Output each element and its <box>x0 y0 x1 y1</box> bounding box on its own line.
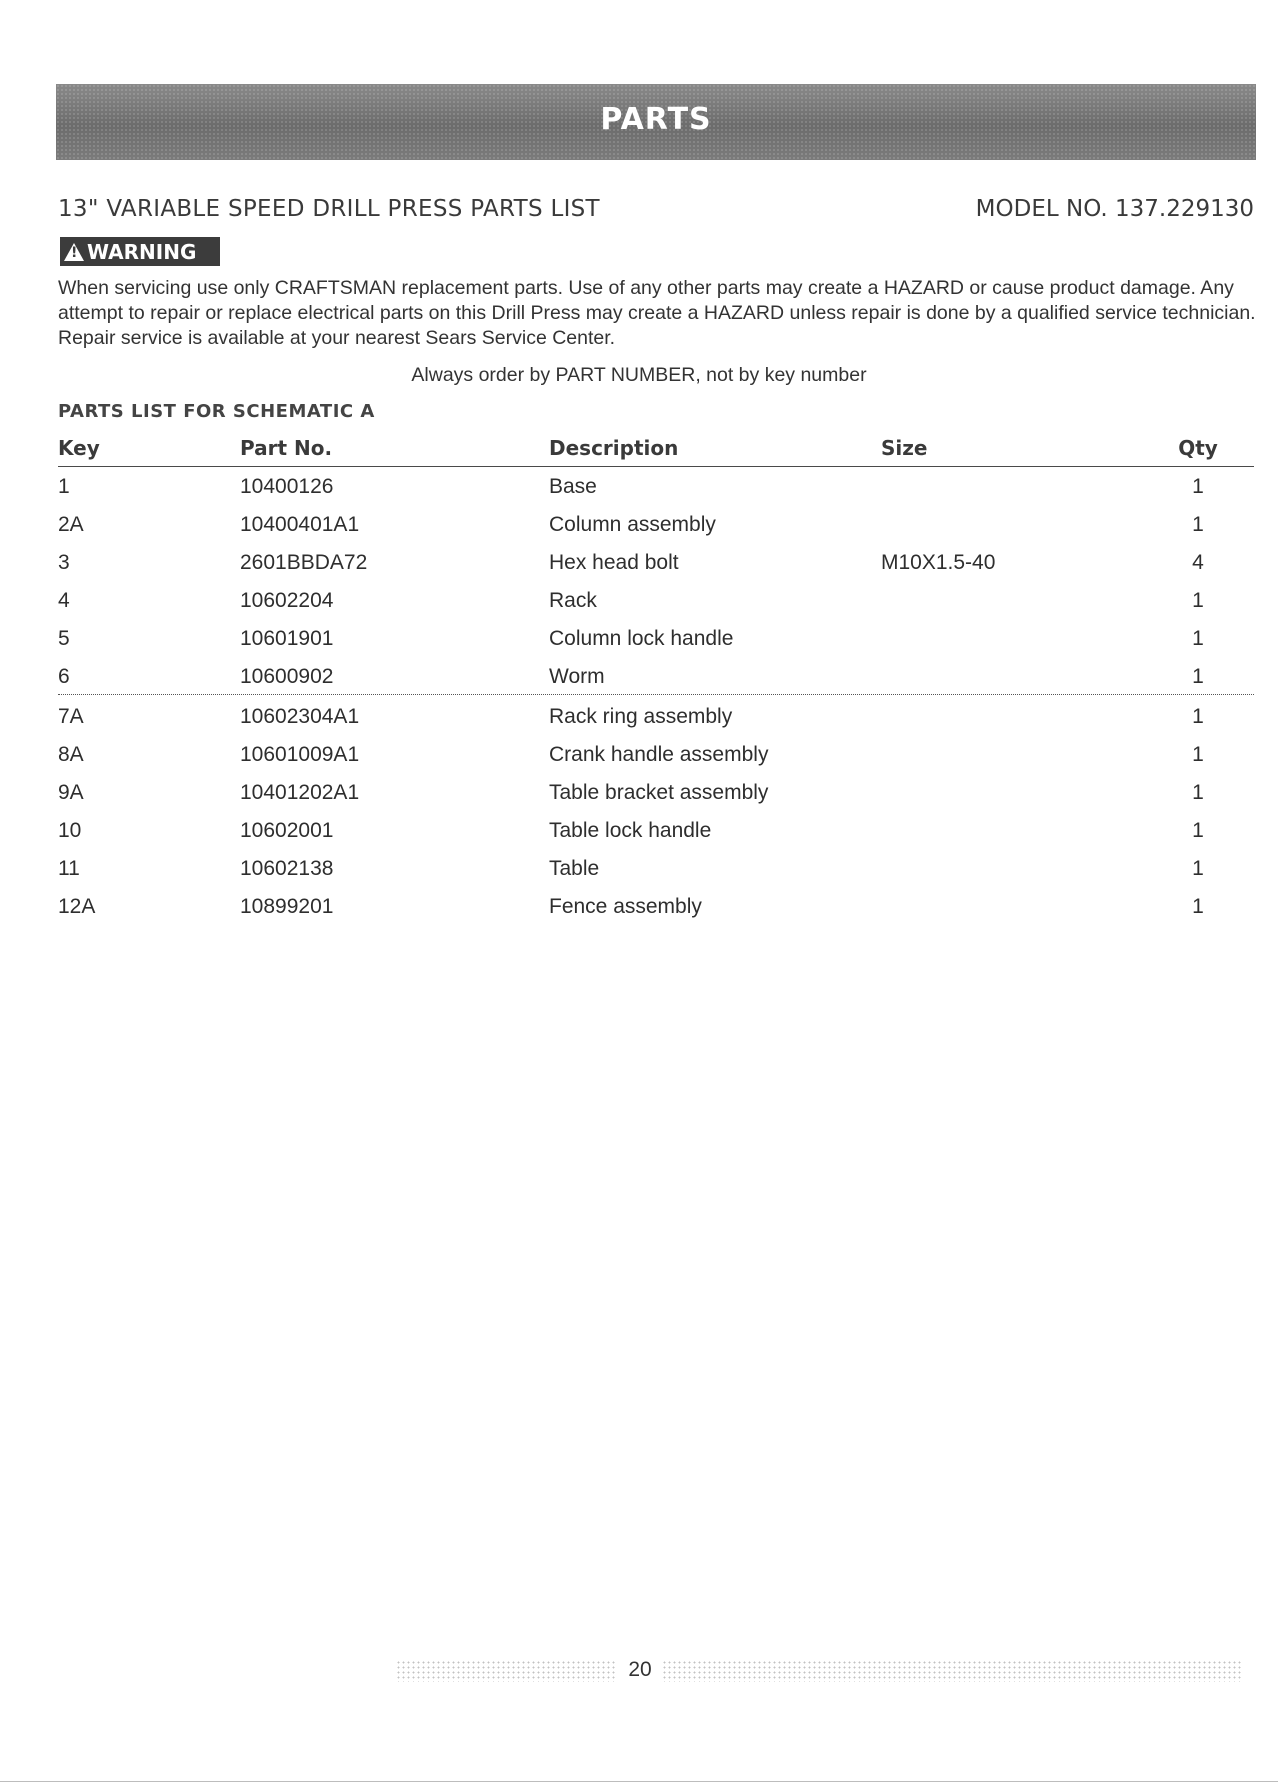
cell-part: 10600902 <box>240 665 334 688</box>
title-row <box>58 196 1254 228</box>
cell-qty: 1 <box>1192 627 1204 650</box>
model-number: MODEL NO. 137.229130 <box>975 196 1254 222</box>
warning-triangle-icon: ! <box>64 243 84 261</box>
table-row <box>58 736 1254 774</box>
col-header-size: Size <box>881 436 928 460</box>
table-row <box>58 544 1254 582</box>
cell-description: Rack <box>549 589 597 612</box>
cell-qty: 1 <box>1192 895 1204 918</box>
cell-key: 10 <box>58 819 82 842</box>
cell-part: 10400401A1 <box>240 513 360 536</box>
cell-key: 5 <box>58 627 70 650</box>
section-banner-title: PARTS <box>600 102 712 137</box>
col-header-part: Part No. <box>240 436 333 460</box>
parts-table-header <box>58 434 1254 467</box>
cell-description: Crank handle assembly <box>549 743 769 766</box>
page-number: 20 <box>628 1658 652 1681</box>
cell-description: Table lock handle <box>549 819 712 842</box>
footer-band-right <box>662 1660 1242 1682</box>
table-row <box>58 888 1254 926</box>
cell-qty: 4 <box>1192 551 1204 574</box>
table-row <box>58 506 1254 544</box>
cell-qty: 1 <box>1192 819 1204 842</box>
cell-description: Worm <box>549 665 605 688</box>
page-title: 13" VARIABLE SPEED DRILL PRESS PARTS LIST <box>58 196 600 222</box>
cell-description: Rack ring assembly <box>549 705 733 728</box>
cell-key: 11 <box>58 857 80 880</box>
cell-key: 9A <box>58 781 84 804</box>
table-row <box>58 582 1254 620</box>
cell-key: 2A <box>58 513 84 536</box>
col-header-key: Key <box>58 436 100 460</box>
cell-description: Hex head bolt <box>549 551 679 574</box>
cell-part: 10601009A1 <box>240 743 360 766</box>
warning-label: WARNING <box>87 239 197 264</box>
cell-qty: 1 <box>1192 743 1204 766</box>
order-note: Always order by PART NUMBER, not by key number <box>411 364 867 386</box>
warning-badge <box>60 237 220 266</box>
cell-part: 10601901 <box>240 627 334 650</box>
cell-description: Table bracket assembly <box>549 781 769 804</box>
table-row <box>58 658 1254 696</box>
table-row <box>58 812 1254 850</box>
cell-qty: 1 <box>1192 665 1204 688</box>
col-header-description: Description <box>549 436 679 460</box>
cell-part: 10602304A1 <box>240 705 360 728</box>
cell-description: Column assembly <box>549 513 716 536</box>
cell-description: Table <box>549 857 600 880</box>
table-row <box>58 850 1254 888</box>
bottom-rule <box>0 1781 1278 1782</box>
cell-key: 7A <box>58 705 84 728</box>
cell-part: 10401202A1 <box>240 781 360 804</box>
cell-qty: 1 <box>1192 589 1204 612</box>
cell-qty: 1 <box>1192 475 1204 498</box>
table-row <box>58 620 1254 658</box>
cell-qty: 1 <box>1192 857 1204 880</box>
warning-text: When servicing use only CRAFTSMAN replacement parts. Use of any other parts may create a HAZARD or cause product damage. Any attempt to repair or replace electrical parts on this Drill Press may create a HAZARD unless repair is done by a qualified service technician. Repair service is available at your nearest Sears Service Center. <box>58 277 1256 349</box>
cell-key: 4 <box>58 589 70 612</box>
col-header-qty: Qty <box>1178 436 1218 460</box>
cell-qty: 1 <box>1192 513 1204 536</box>
cell-part: 2601BBDA72 <box>240 551 368 574</box>
cell-qty: 1 <box>1192 781 1204 804</box>
cell-key: 6 <box>58 665 70 688</box>
cell-description: Column lock handle <box>549 627 734 650</box>
cell-part: 10400126 <box>240 475 334 498</box>
cell-description: Fence assembly <box>549 895 702 918</box>
schematic-heading: PARTS LIST FOR SCHEMATIC A <box>58 401 375 422</box>
cell-size: M10X1.5-40 <box>881 551 996 574</box>
table-divider <box>58 694 1254 695</box>
cell-part: 10602001 <box>240 819 334 842</box>
cell-key: 3 <box>58 551 70 574</box>
cell-part: 10602138 <box>240 857 334 880</box>
table-row <box>58 774 1254 812</box>
cell-key: 12A <box>58 895 96 918</box>
footer-band-left <box>396 1660 616 1682</box>
cell-part: 10602204 <box>240 589 334 612</box>
cell-description: Base <box>549 475 597 498</box>
table-row <box>58 698 1254 736</box>
section-banner <box>56 84 1256 160</box>
cell-qty: 1 <box>1192 705 1204 728</box>
cell-part: 10899201 <box>240 895 334 918</box>
table-row <box>58 468 1254 506</box>
cell-key: 1 <box>58 475 70 498</box>
cell-key: 8A <box>58 743 84 766</box>
